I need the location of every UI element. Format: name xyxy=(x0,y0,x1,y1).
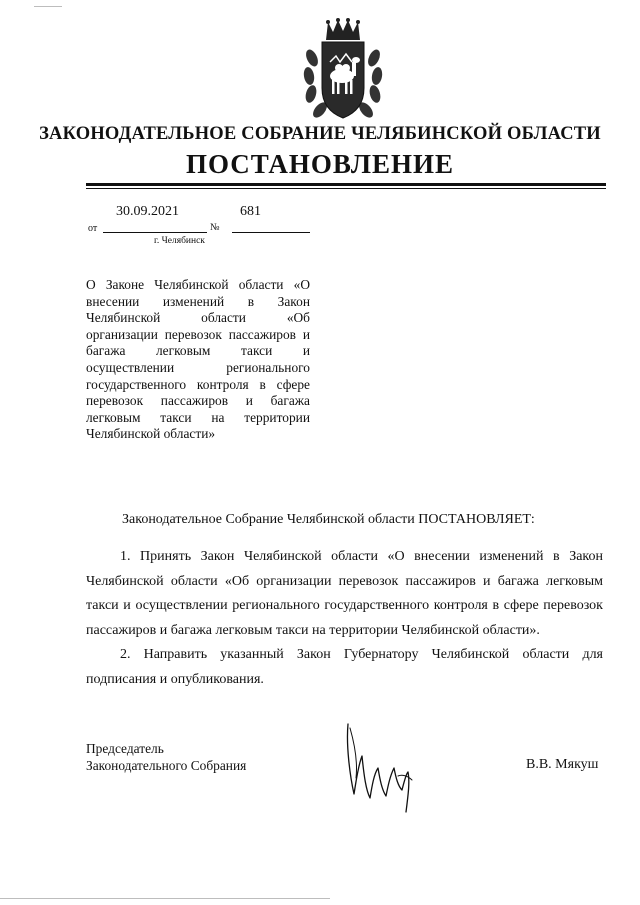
document-type-heading: ПОСТАНОВЛЕНИЕ xyxy=(185,149,455,179)
coat-of-arms-icon xyxy=(302,18,384,122)
scan-artifact-top xyxy=(34,6,62,7)
signatory-title-line-2: Законодательного Собрания xyxy=(86,758,247,773)
organization-title: ЗАКОНОДАТЕЛЬНОЕ СОБРАНИЕ ЧЕЛЯБИНСКОЙ ОБЛАСТИ xyxy=(39,124,601,144)
resolution-preamble: Законодательное Собрание Челябинской области ПОСТАНОВЛЯЕТ: xyxy=(122,512,535,527)
date-underline xyxy=(103,232,207,233)
document-date: 30.09.2021 xyxy=(116,204,179,219)
city-label: г. Челябинск xyxy=(154,236,205,246)
resolution-item-2: 2. Направить указанный Закон Губернатору Челябинской области для подписания и опубликования. xyxy=(86,647,603,687)
number-prefix-label: № xyxy=(210,222,220,233)
date-prefix-label: от xyxy=(88,223,98,234)
signatory-name: В.В. Мякуш xyxy=(526,757,599,772)
signatory-title-line-1: Председатель xyxy=(86,741,164,756)
header-divider-thick xyxy=(86,183,606,186)
handwritten-signature-icon xyxy=(336,716,422,820)
document-number: 681 xyxy=(240,204,261,219)
number-underline xyxy=(232,232,310,233)
resolution-item-1: 1. Принять Закон Челябинской области «О внесении изменений в Закон Челябинской области «Об организации перевозок пассажиров и багажа легковым такси и осуществлении регионального государственного контроля в сфере перевозок пассажиров и багажа легковым такси на территории Челябинской области». xyxy=(86,549,603,638)
scan-artifact-bottom xyxy=(0,898,330,899)
document-subject: О Законе Челябинской области «О внесении изменений в Закон Челябинской области «Об организации перевозок пассажиров и багажа легковым такси и осуществлении регионального государственного контроля в сфере перевозок пассажиров и багажа легковым такси на территории Челябинской области» xyxy=(86,277,310,442)
signatory-title xyxy=(86,740,246,774)
header-divider-thin xyxy=(86,188,606,189)
